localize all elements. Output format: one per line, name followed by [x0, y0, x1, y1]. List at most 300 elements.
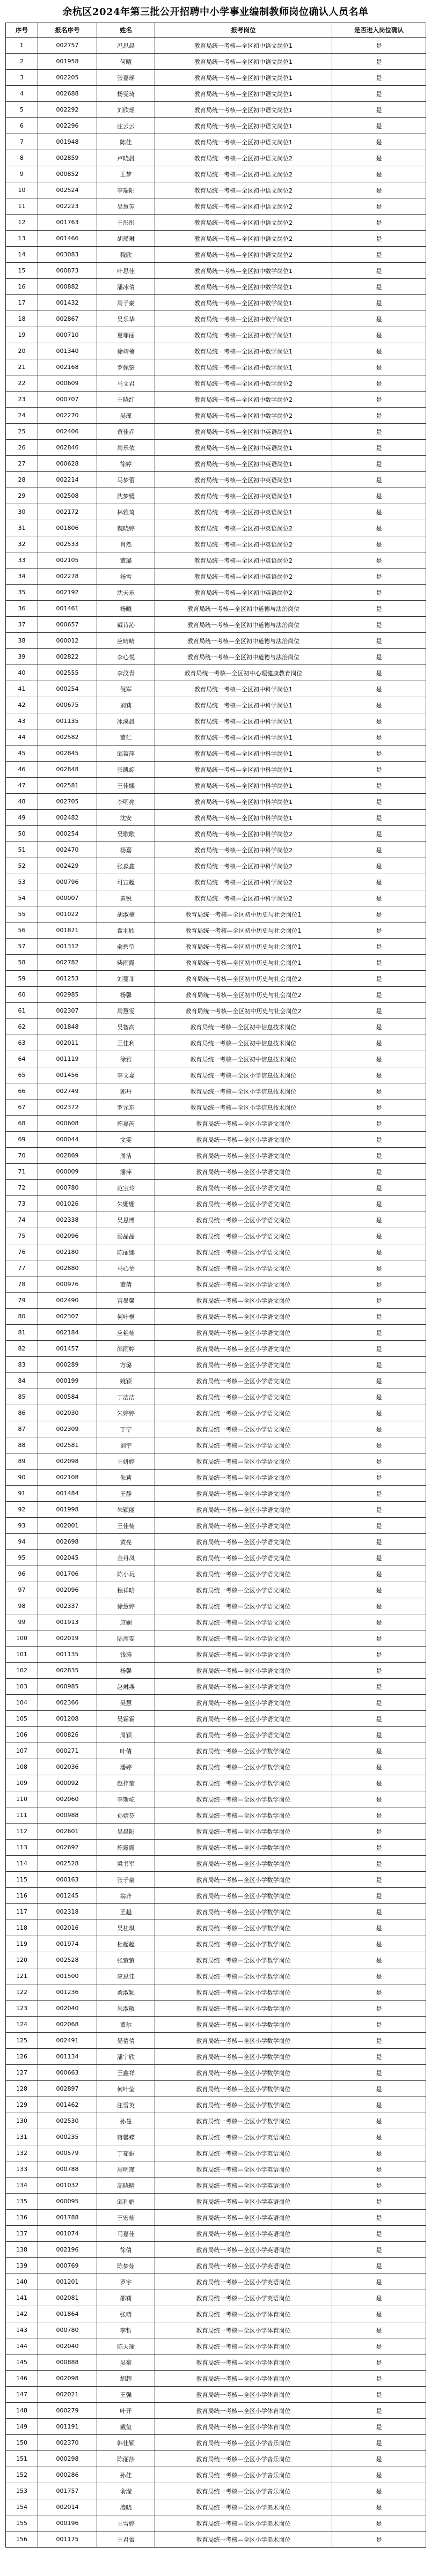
cell-reg-id: 002019 [38, 1630, 97, 1647]
cell-reg-id: 000579 [38, 2145, 97, 2161]
cell-name: 倪军 [97, 681, 155, 697]
cell-confirm: 是 [332, 906, 426, 922]
table-row [6, 86, 426, 102]
cell-confirm: 是 [332, 1824, 426, 1840]
table-row [6, 2435, 426, 2451]
cell-reg-id: 000675 [38, 697, 97, 713]
cell-reg-id: 002366 [38, 1695, 97, 1711]
table-row [6, 2419, 426, 2435]
cell-confirm: 是 [332, 408, 426, 424]
cell-reg-id: 002040 [38, 2338, 97, 2354]
cell-confirm: 是 [332, 1260, 426, 1276]
cell-confirm: 是 [332, 713, 426, 729]
table-row [6, 488, 426, 504]
cell-confirm: 是 [332, 2290, 426, 2306]
table-row [6, 1936, 426, 1952]
cell-name: 可宣超 [97, 874, 155, 890]
table-row [6, 1807, 426, 1824]
cell-reg-id: 002337 [38, 1598, 97, 1614]
cell-confirm: 是 [332, 987, 426, 1003]
cell-name: 陈梦茹 [97, 2258, 155, 2274]
cell-post: 教育局统一考核—全区小学语文岗位 [155, 1180, 332, 1196]
table-row [6, 2403, 426, 2419]
table-row [6, 70, 426, 86]
table-row [6, 810, 426, 826]
cell-name: 潘婷 [97, 1759, 155, 1775]
cell-confirm: 是 [332, 778, 426, 794]
cell-seq: 131 [6, 2129, 38, 2145]
cell-name: 张淼鑫 [97, 858, 155, 874]
cell-name: 周明瑾 [97, 2161, 155, 2178]
cell-name: 应艳楠 [97, 1325, 155, 1341]
table-row [6, 392, 426, 408]
cell-name: 王静 [97, 1486, 155, 1502]
cell-name: 黄锐 [97, 890, 155, 906]
cell-seq: 51 [6, 842, 38, 858]
table-row [6, 2145, 426, 2161]
cell-confirm: 是 [332, 1791, 426, 1807]
cell-confirm: 是 [332, 633, 426, 649]
cell-confirm: 是 [332, 1968, 426, 1984]
cell-seq: 16 [6, 279, 38, 295]
cell-reg-id: 001457 [38, 1341, 97, 1357]
table-row [6, 1663, 426, 1679]
cell-post: 教育局统一考核—全区小学美术岗位 [155, 2531, 332, 2548]
table-row [6, 1904, 426, 1920]
cell-name: 赵琳燕 [97, 1679, 155, 1695]
table-row [6, 2033, 426, 2049]
cell-name: 卢晓晨 [97, 150, 155, 166]
cell-seq: 102 [6, 1663, 38, 1679]
table-row [6, 1582, 426, 1598]
cell-seq: 109 [6, 1775, 38, 1791]
cell-seq: 120 [6, 1952, 38, 1968]
cell-post: 教育局统一考核—全区小学语文岗位 [155, 1695, 332, 1711]
cell-reg-id: 002168 [38, 359, 97, 375]
table-row [6, 1695, 426, 1711]
cell-confirm: 是 [332, 2499, 426, 2515]
cell-name: 冯思晨 [97, 38, 155, 54]
cell-seq: 119 [6, 1936, 38, 1952]
cell-reg-id: 000584 [38, 1389, 97, 1405]
cell-confirm: 是 [332, 2097, 426, 2113]
cell-post: 教育局统一考核—全区小学数学岗位 [155, 1856, 332, 1872]
table-row [6, 1132, 426, 1148]
cell-post: 教育局统一考核—全区小学数学岗位 [155, 1743, 332, 1759]
cell-post: 教育局统一考核—全区初中科学岗位1 [155, 729, 332, 746]
cell-confirm: 是 [332, 150, 426, 166]
cell-seq: 47 [6, 778, 38, 794]
cell-reg-id: 001461 [38, 601, 97, 617]
cell-seq: 93 [6, 1518, 38, 1534]
cell-seq: 140 [6, 2274, 38, 2290]
cell-reg-id: 001175 [38, 2531, 97, 2548]
cell-post: 教育局统一考核—全区初中数学岗位2 [155, 408, 332, 424]
table-row [6, 2194, 426, 2210]
cell-seq: 40 [6, 665, 38, 681]
table-row [6, 987, 426, 1003]
cell-seq: 126 [6, 2049, 38, 2065]
cell-name: 丁宁 [97, 1421, 155, 1437]
cell-seq: 129 [6, 2097, 38, 2113]
cell-seq: 12 [6, 215, 38, 231]
cell-seq: 52 [6, 858, 38, 874]
cell-name: 丁茹娟 [97, 2145, 155, 2161]
table-row [6, 166, 426, 182]
cell-name: 应娴 [97, 1614, 155, 1630]
table-row [6, 746, 426, 762]
cell-name: 潘冰倩 [97, 279, 155, 295]
cell-name: 王佳楠 [97, 1518, 155, 1534]
cell-post: 教育局统一考核—全区小学英语岗位 [155, 2210, 332, 2226]
cell-reg-id: 002533 [38, 536, 97, 552]
cell-reg-id: 001134 [38, 2049, 97, 2065]
cell-seq: 127 [6, 2065, 38, 2081]
cell-post: 教育局统一考核—全区初中科学岗位2 [155, 842, 332, 858]
cell-confirm: 是 [332, 2483, 426, 2499]
cell-seq: 11 [6, 198, 38, 215]
cell-post: 教育局统一考核—全区小学体育岗位 [155, 2306, 332, 2322]
cell-seq: 139 [6, 2258, 38, 2274]
cell-name: 杨馨 [97, 987, 155, 1003]
cell-seq: 97 [6, 1582, 38, 1598]
cell-seq: 44 [6, 729, 38, 746]
cell-name: 程祥晗 [97, 1582, 155, 1598]
cell-confirm: 是 [332, 1437, 426, 1453]
cell-post: 教育局统一考核—全区初中历史与社会岗位1 [155, 939, 332, 955]
cell-name: 李哲 [97, 2322, 155, 2338]
cell-post: 教育局统一考核—全区初中语文岗位2 [155, 215, 332, 231]
cell-reg-id: 000985 [38, 1679, 97, 1695]
cell-confirm: 是 [332, 2274, 426, 2290]
cell-post: 教育局统一考核—全区小学英语岗位 [155, 2178, 332, 2194]
cell-post: 教育局统一考核—全区初中信息技术岗位 [155, 1051, 332, 1067]
cell-name: 陈丽娜 [97, 1244, 155, 1260]
table-row [6, 1920, 426, 1936]
cell-confirm: 是 [332, 327, 426, 343]
cell-reg-id: 000007 [38, 890, 97, 906]
cell-name: 梁书军 [97, 1856, 155, 1872]
cell-post: 教育局统一考核—全区小学数学岗位 [155, 2017, 332, 2033]
cell-confirm: 是 [332, 2531, 426, 2548]
cell-reg-id: 002184 [38, 1325, 97, 1341]
cell-seq: 4 [6, 86, 38, 102]
cell-post: 教育局统一考核—全区小学语文岗位 [155, 1293, 332, 1309]
cell-post: 教育局统一考核—全区初中科学岗位1 [155, 794, 332, 810]
cell-name: 姚颖 [97, 1373, 155, 1389]
cell-name: 冰溪晨 [97, 713, 155, 729]
table-body [6, 38, 426, 2548]
cell-seq: 92 [6, 1502, 38, 1518]
header-name: 姓名 [97, 23, 155, 38]
table-row [6, 134, 426, 150]
cell-confirm: 是 [332, 1582, 426, 1598]
cell-reg-id: 002985 [38, 987, 97, 1003]
cell-name: 文雯 [97, 1132, 155, 1148]
cell-name: 王宏楠 [97, 2210, 155, 2226]
cell-name: 韩佳颖 [97, 2435, 155, 2451]
cell-seq: 118 [6, 1920, 38, 1936]
cell-name: 沈天乐 [97, 585, 155, 601]
cell-confirm: 是 [332, 1534, 426, 1550]
cell-name: 何叶莹 [97, 2081, 155, 2097]
cell-reg-id: 001208 [38, 1711, 97, 1727]
cell-name: 孙曼 [97, 2113, 155, 2129]
cell-seq: 99 [6, 1614, 38, 1630]
cell-seq: 23 [6, 392, 38, 408]
cell-name: 何叶桐 [97, 1309, 155, 1325]
cell-confirm: 是 [332, 1695, 426, 1711]
cell-confirm: 是 [332, 2306, 426, 2322]
cell-confirm: 是 [332, 2178, 426, 2194]
cell-post: 教育局统一考核—全区初中历史与社会岗位1 [155, 955, 332, 971]
cell-confirm: 是 [332, 1630, 426, 1647]
cell-post: 教育局统一考核—全区小学数学岗位 [155, 2097, 332, 2113]
table-row [6, 440, 426, 456]
cell-confirm: 是 [332, 424, 426, 440]
cell-reg-id: 000271 [38, 1743, 97, 1759]
cell-confirm: 是 [332, 1550, 426, 1566]
table-row [6, 1743, 426, 1759]
cell-reg-id: 001245 [38, 1888, 97, 1904]
cell-confirm: 是 [332, 681, 426, 697]
cell-name: 徐靖楠 [97, 343, 155, 359]
table-row [6, 295, 426, 311]
cell-name: 李瑞阳 [97, 182, 155, 198]
cell-reg-id: 002508 [38, 488, 97, 504]
cell-post: 教育局统一考核—全区小学体育岗位 [155, 2387, 332, 2403]
table-row [6, 504, 426, 520]
cell-reg-id: 002846 [38, 440, 97, 456]
cell-post: 教育局统一考核—全区小学英语岗位 [155, 2226, 332, 2242]
cell-reg-id: 000769 [38, 2258, 97, 2274]
table-row [6, 536, 426, 552]
cell-confirm: 是 [332, 2322, 426, 2338]
cell-post: 教育局统一考核—全区初中科学岗位2 [155, 858, 332, 874]
table-row [6, 182, 426, 198]
table-row [6, 1502, 426, 1518]
cell-post: 教育局统一考核—全区小学语文岗位 [155, 1614, 332, 1630]
table-row [6, 1357, 426, 1373]
cell-name: 王佳利 [97, 1035, 155, 1051]
cell-confirm: 是 [332, 1453, 426, 1470]
cell-seq: 94 [6, 1534, 38, 1550]
cell-seq: 141 [6, 2290, 38, 2306]
cell-seq: 89 [6, 1453, 38, 1470]
cell-name: 何晴 [97, 54, 155, 70]
cell-post: 教育局统一考核—全区小学数学岗位 [155, 2049, 332, 2065]
cell-reg-id: 001456 [38, 1067, 97, 1083]
cell-reg-id: 000196 [38, 2515, 97, 2531]
cell-post: 教育局统一考核—全区小学数学岗位 [155, 1968, 332, 1984]
table-row [6, 874, 426, 890]
cell-name: 王强 [97, 2387, 155, 2403]
cell-name: 周洁 [97, 1148, 155, 1164]
cell-seq: 33 [6, 552, 38, 569]
cell-post: 教育局统一考核—全区初中科学岗位1 [155, 713, 332, 729]
cell-name: 周颖 [97, 1727, 155, 1743]
cell-seq: 31 [6, 520, 38, 536]
cell-name: 吴桂琪 [97, 1920, 155, 1936]
cell-confirm: 是 [332, 2145, 426, 2161]
cell-reg-id: 002845 [38, 746, 97, 762]
cell-seq: 8 [6, 150, 38, 166]
cell-confirm: 是 [332, 1727, 426, 1743]
table-row [6, 2371, 426, 2387]
cell-post: 教育局统一考核—全区小学数学岗位 [155, 2033, 332, 2049]
cell-reg-id: 002705 [38, 794, 97, 810]
cell-confirm: 是 [332, 1244, 426, 1260]
cell-confirm: 是 [332, 552, 426, 569]
cell-confirm: 是 [332, 2161, 426, 2178]
cell-confirm: 是 [332, 456, 426, 472]
cell-post: 教育局统一考核—全区小学语文岗位 [155, 1164, 332, 1180]
cell-confirm: 是 [332, 1711, 426, 1727]
cell-reg-id: 002848 [38, 762, 97, 778]
cell-post: 教育局统一考核—全区初中英语岗位1 [155, 504, 332, 520]
cell-seq: 105 [6, 1711, 38, 1727]
cell-reg-id: 002692 [38, 1840, 97, 1856]
cell-post: 教育局统一考核—全区小学语文岗位 [155, 1582, 332, 1598]
cell-post: 教育局统一考核—全区初中语文岗位1 [155, 134, 332, 150]
cell-confirm: 是 [332, 2242, 426, 2258]
cell-seq: 45 [6, 746, 38, 762]
cell-name: 董璐 [97, 552, 155, 569]
cell-seq: 130 [6, 2113, 38, 2129]
cell-confirm: 是 [332, 1373, 426, 1389]
cell-confirm: 是 [332, 375, 426, 392]
cell-reg-id: 001253 [38, 971, 97, 987]
cell-seq: 42 [6, 697, 38, 713]
cell-reg-id: 000163 [38, 1872, 97, 1888]
table-row [6, 1421, 426, 1437]
cell-seq: 111 [6, 1807, 38, 1824]
table-row [6, 955, 426, 971]
cell-post: 教育局统一考核—全区小学语文岗位 [155, 1212, 332, 1228]
cell-name: 林雅琦 [97, 504, 155, 520]
header-confirm: 是否进入岗位确认 [332, 23, 426, 38]
cell-seq: 121 [6, 1968, 38, 1984]
cell-reg-id: 001864 [38, 2306, 97, 2322]
cell-reg-id: 002307 [38, 1309, 97, 1325]
cell-post: 教育局统一考核—全区小学语文岗位 [155, 1116, 332, 1132]
cell-confirm: 是 [332, 1019, 426, 1035]
cell-reg-id: 000012 [38, 633, 97, 649]
cell-post: 教育局统一考核—全区初中数学岗位1 [155, 263, 332, 279]
cell-seq: 43 [6, 713, 38, 729]
cell-post: 教育局统一考核—全区小学音乐岗位 [155, 2435, 332, 2451]
cell-post: 教育局统一考核—全区小学英语岗位 [155, 2194, 332, 2210]
cell-confirm: 是 [332, 263, 426, 279]
cell-confirm: 是 [332, 182, 426, 198]
cell-reg-id: 000826 [38, 1727, 97, 1743]
cell-seq: 145 [6, 2354, 38, 2371]
cell-name: 杨雯琦 [97, 86, 155, 102]
table-row [6, 1486, 426, 1502]
table-row [6, 697, 426, 713]
cell-post: 教育局统一考核—全区小学英语岗位 [155, 2129, 332, 2145]
cell-seq: 91 [6, 1486, 38, 1502]
cell-post: 教育局统一考核—全区小学语文岗位 [155, 1486, 332, 1502]
cell-name: 徐雅 [97, 1051, 155, 1067]
cell-post: 教育局统一考核—全区初中语文岗位1 [155, 70, 332, 86]
table-row [6, 1856, 426, 1872]
cell-name: 金丹凤 [97, 1550, 155, 1566]
table-row [6, 1035, 426, 1051]
cell-post: 教育局统一考核—全区初中心理健康教育岗位 [155, 665, 332, 681]
cell-seq: 17 [6, 295, 38, 311]
cell-name: 李文嘉 [97, 1067, 155, 1083]
cell-name: 徐倩 [97, 2242, 155, 2258]
cell-seq: 86 [6, 1405, 38, 1421]
cell-name: 马梦蕾 [97, 472, 155, 488]
cell-confirm: 是 [332, 1984, 426, 2001]
header-seq: 序号 [6, 23, 38, 38]
cell-confirm: 是 [332, 488, 426, 504]
cell-reg-id: 002309 [38, 1421, 97, 1437]
cell-name: 张萌 [97, 2306, 155, 2322]
cell-post: 教育局统一考核—全区小学语文岗位 [155, 1373, 332, 1389]
roster-table [5, 23, 426, 2548]
cell-reg-id: 001998 [38, 1502, 97, 1518]
cell-post: 教育局统一考核—全区小学信息技术岗位 [155, 1067, 332, 1083]
table-row [6, 1405, 426, 1421]
cell-seq: 26 [6, 440, 38, 456]
cell-reg-id: 002338 [38, 1212, 97, 1228]
cell-name: 徐婷 [97, 456, 155, 472]
table-row [6, 263, 426, 279]
cell-reg-id: 000254 [38, 681, 97, 697]
cell-name: 陈天瑜 [97, 2338, 155, 2354]
table-row [6, 1518, 426, 1534]
cell-name: 凌晓 [97, 2499, 155, 2515]
cell-seq: 27 [6, 456, 38, 472]
table-row [6, 1775, 426, 1791]
table-row [6, 327, 426, 343]
cell-seq: 149 [6, 2419, 38, 2435]
cell-post: 教育局统一考核—全区初中语文岗位2 [155, 247, 332, 263]
cell-post: 教育局统一考核—全区小学数学岗位 [155, 1984, 332, 2001]
cell-post: 教育局统一考核—全区小学语文岗位 [155, 1389, 332, 1405]
cell-seq: 123 [6, 2001, 38, 2017]
cell-name: 董仁 [97, 729, 155, 746]
cell-reg-id: 002296 [38, 118, 97, 134]
cell-name: 徐慧婷 [97, 1598, 155, 1614]
cell-post: 教育局统一考核—全区初中语文岗位1 [155, 118, 332, 134]
cell-confirm: 是 [332, 1309, 426, 1325]
cell-reg-id: 002372 [38, 1099, 97, 1116]
cell-post: 教育局统一考核—全区小学体育岗位 [155, 2322, 332, 2338]
table-row [6, 1437, 426, 1453]
cell-post: 教育局统一考核—全区小学体育岗位 [155, 2371, 332, 2387]
table-row [6, 1566, 426, 1582]
cell-seq: 41 [6, 681, 38, 697]
cell-post: 教育局统一考核—全区小学语文岗位 [155, 1148, 332, 1164]
cell-confirm: 是 [332, 86, 426, 102]
cell-confirm: 是 [332, 1872, 426, 1888]
cell-seq: 76 [6, 1244, 38, 1260]
cell-reg-id: 001074 [38, 2226, 97, 2242]
cell-reg-id: 002370 [38, 2435, 97, 2451]
cell-confirm: 是 [332, 1116, 426, 1132]
table-row [6, 2306, 426, 2322]
cell-confirm: 是 [332, 1486, 426, 1502]
cell-name: 刘蔓菲 [97, 971, 155, 987]
cell-post: 教育局统一考核—全区小学语文岗位 [155, 1534, 332, 1550]
cell-seq: 20 [6, 343, 38, 359]
cell-confirm: 是 [332, 2258, 426, 2274]
cell-name: 周慧雯 [97, 1003, 155, 1019]
